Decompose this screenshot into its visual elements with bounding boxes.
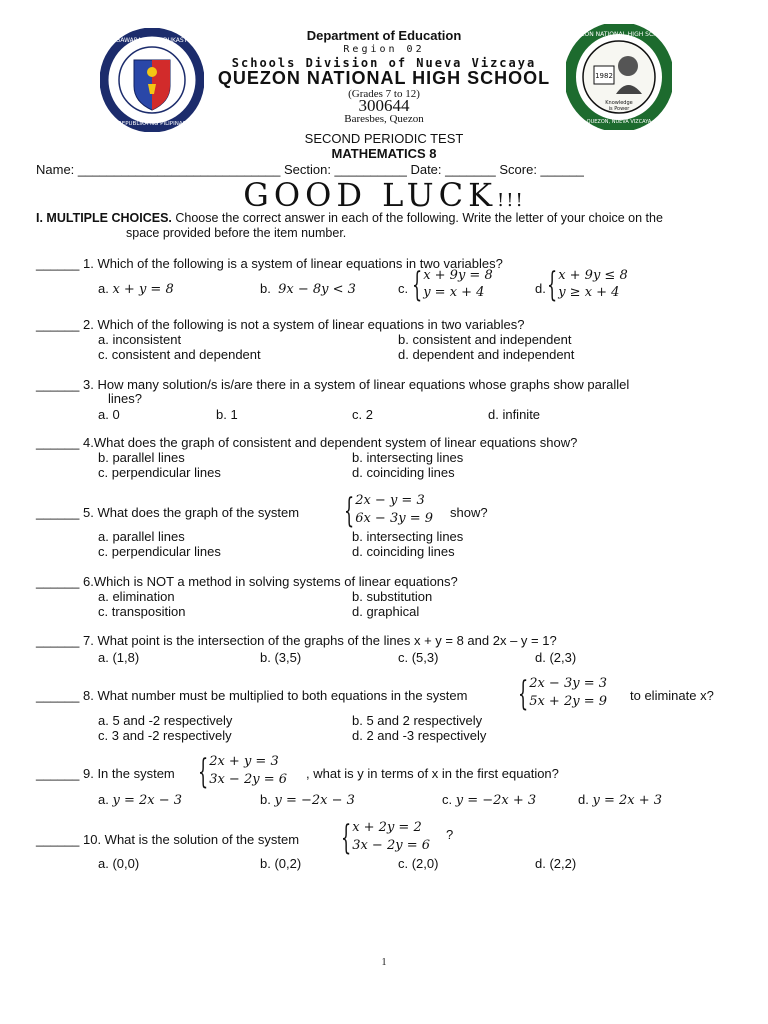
q1-a-equation: x + y = 8 [112,282,174,297]
q9-system: { 2x + y = 3 3x − 2y = 6 [198,751,287,791]
q10-eq2: 3x − 2y = 6 [352,838,430,853]
q5-option-b: b. intersecting lines [352,529,464,544]
question-3-continued: lines? [108,391,142,406]
q2-option-d: d. dependent and independent [398,347,575,362]
division-label: Schools Division of Nueva Vizcaya [231,56,537,70]
good-luck-exclaim: !!! [497,190,525,211]
q1-c-eq1: x + 9y = 8 [423,268,493,283]
q3-option-a: a. 0 [98,407,120,422]
q9-b-equation: y = −2x − 3 [274,793,355,808]
q4-option-a: b. parallel lines [98,450,185,465]
good-luck-banner [0,176,768,214]
q1-option-b [260,281,356,297]
q5-option-a: a. parallel lines [98,529,185,544]
dept-heading: Department of Education [306,28,462,43]
q6-option-c: c. transposition [98,604,186,619]
q1-d-label: d. [535,281,546,296]
q9-d-equation: y = 2x + 3 [592,793,663,808]
question-5: ______ 5. What does the graph of the system [36,505,300,520]
q3-option-c: c. 2 [352,407,373,422]
svg-text:QUEZON NATIONAL HIGH SCHOOL: QUEZON NATIONAL HIGH SCHOOL [567,31,671,38]
instructions-line1 [36,211,663,225]
q5-eq1: 2x − y = 3 [355,493,425,508]
question-9: ______ 9. In the system [36,766,175,781]
question-1: ______ 1. Which of the following is a system of linear equations in two variables? [36,256,503,271]
q1-c-system: { x + 9y = 8 y = x + 4 [412,264,493,304]
q5-option-c: c. perpendicular lines [98,544,221,559]
svg-text:KAGAWARAN NG EDUKASYON: KAGAWARAN NG EDUKASYON [107,37,197,44]
q8-option-b: b. 5 and 2 respectively [352,713,483,728]
q9-b-label: b. [260,792,271,807]
q8-eq2: 5x + 2y = 9 [529,694,607,709]
q6-option-d: d. graphical [352,604,420,619]
q7-option-a: a. (1,8) [98,650,140,665]
name-section-line[interactable]: Name: ____________________________ Section: __________ Date: _______ Score: ______ [36,162,584,177]
q8-option-c: c. 3 and -2 respectively [98,728,232,743]
question-8: ______ 8. What number must be multiplied to both equations in the system [36,688,468,703]
q7-option-c: c. (5,3) [398,650,439,665]
q10-text-post: ? [446,827,454,842]
school-name: QUEZON NATIONAL HIGH SCHOOL [217,68,551,88]
q1-c-eq2: y = x + 4 [423,285,485,300]
q6-option-b: b. substitution [352,589,433,604]
q9-eq2: 3x − 2y = 6 [209,772,287,787]
q7-option-d: d. (2,3) [535,650,577,665]
q1-b-equation: 9x − 8y < 3 [278,282,356,297]
q8-eq1: 2x − 3y = 3 [529,676,607,691]
q3-option-b: b. 1 [216,407,238,422]
q9-option-b [260,792,355,808]
q9-d-label: d. [578,792,589,807]
q10-option-d: d. (2,2) [535,856,577,871]
question-3: ______ 3. How many solution/s is/are there in a system of linear equations whose graphs show parallel [36,377,630,392]
q1-d-eq1: x + 9y ≤ 8 [558,268,628,283]
q2-option-c: c. consistent and dependent [98,347,261,362]
q5-option-d: d. coinciding lines [352,544,455,559]
instructions-line2: space provided before the item number. [126,226,347,240]
q10-system: { x + 2y = 2 3x − 2y = 6 [341,817,430,857]
q4-option-b: b. intersecting lines [352,450,464,465]
question-2: ______ 2. Which of the following is not a system of linear equations in two variables? [36,317,525,332]
q1-c-label: c. [398,281,409,296]
q3-option-d: d. infinite [488,407,541,422]
question-6: ______ 6.Which is NOT a method in solving systems of linear equations? [36,574,458,589]
school-address: Baresbes, Quezon [344,113,424,125]
good-luck-text: GOOD LUCK [243,176,497,214]
q9-c-label: c. [442,792,453,807]
q5-text-post: show? [450,505,488,520]
q9-option-a [98,792,182,808]
svg-text:REPUBLIKA NG PILIPINAS: REPUBLIKA NG PILIPINAS [117,121,187,127]
grades-label: (Grades 7 to 12) [348,88,420,100]
q9-text-post: , what is y in terms of x in the first equation? [306,766,559,781]
question-10: ______ 10. What is the solution of the system [36,832,300,847]
q9-option-d [578,792,662,808]
svg-text:Knowledge: Knowledge [605,100,633,106]
q4-option-c: c. perpendicular lines [98,465,221,480]
q1-d-eq2: y ≥ x + 4 [558,285,620,300]
q8-option-d: d. 2 and -3 respectively [352,728,487,743]
q9-a-label: a. [98,792,109,807]
q7-option-b: b. (3,5) [260,650,302,665]
q5-eq2: 6x − 3y = 9 [355,511,433,526]
svg-text:QUEZON, NUEVA VIZCAYA: QUEZON, NUEVA VIZCAYA [586,119,652,125]
q9-option-c [442,792,536,808]
q10-option-b: b. (0,2) [260,856,302,871]
q1-d-system: { x + 9y ≤ 8 y ≥ x + 4 [547,264,628,304]
instructions-text: Choose the correct answer in each of the following. Write the letter of your choice on the [175,211,663,225]
q2-option-a: a. inconsistent [98,332,182,347]
q10-option-a: a. (0,0) [98,856,140,871]
q1-option-a [98,281,174,297]
region-label: Region 02 [343,44,425,55]
q8-text-post: to eliminate x? [630,688,714,703]
svg-text:is Power: is Power [608,106,630,112]
q10-eq1: x + 2y = 2 [352,820,422,835]
q9-eq1: 2x + y = 3 [209,754,279,769]
test-title: SECOND PERIODIC TEST [304,131,464,146]
page-number: 1 [381,957,387,968]
question-4: ______ 4.What does the graph of consistent and dependent system of linear equations show? [36,435,578,450]
school-id: 300644 [358,96,410,115]
q2-option-b: b. consistent and independent [398,332,572,347]
q4-option-d: d. coinciding lines [352,465,455,480]
q9-a-equation: y = 2x − 3 [112,793,183,808]
q1-b-label: b. [260,281,271,296]
q10-option-c: c. (2,0) [398,856,439,871]
question-7: ______ 7. What point is the intersection of the graphs of the lines x + y = 8 and 2x – y = 1? [36,633,557,648]
test-subject: MATHEMATICS 8 [331,146,437,161]
q5-system: { 2x − y = 3 6x − 3y = 9 [344,490,433,530]
instructions-heading: I. MULTIPLE CHOICES. [36,211,172,225]
svg-text:1982: 1982 [595,72,613,80]
q9-c-equation: y = −2x + 3 [455,793,537,808]
q8-system: { 2x − 3y = 3 5x + 2y = 9 [518,673,607,713]
q1-a-label: a. [98,281,109,296]
q8-option-a: a. 5 and -2 respectively [98,713,233,728]
q6-option-a: a. elimination [98,589,175,604]
